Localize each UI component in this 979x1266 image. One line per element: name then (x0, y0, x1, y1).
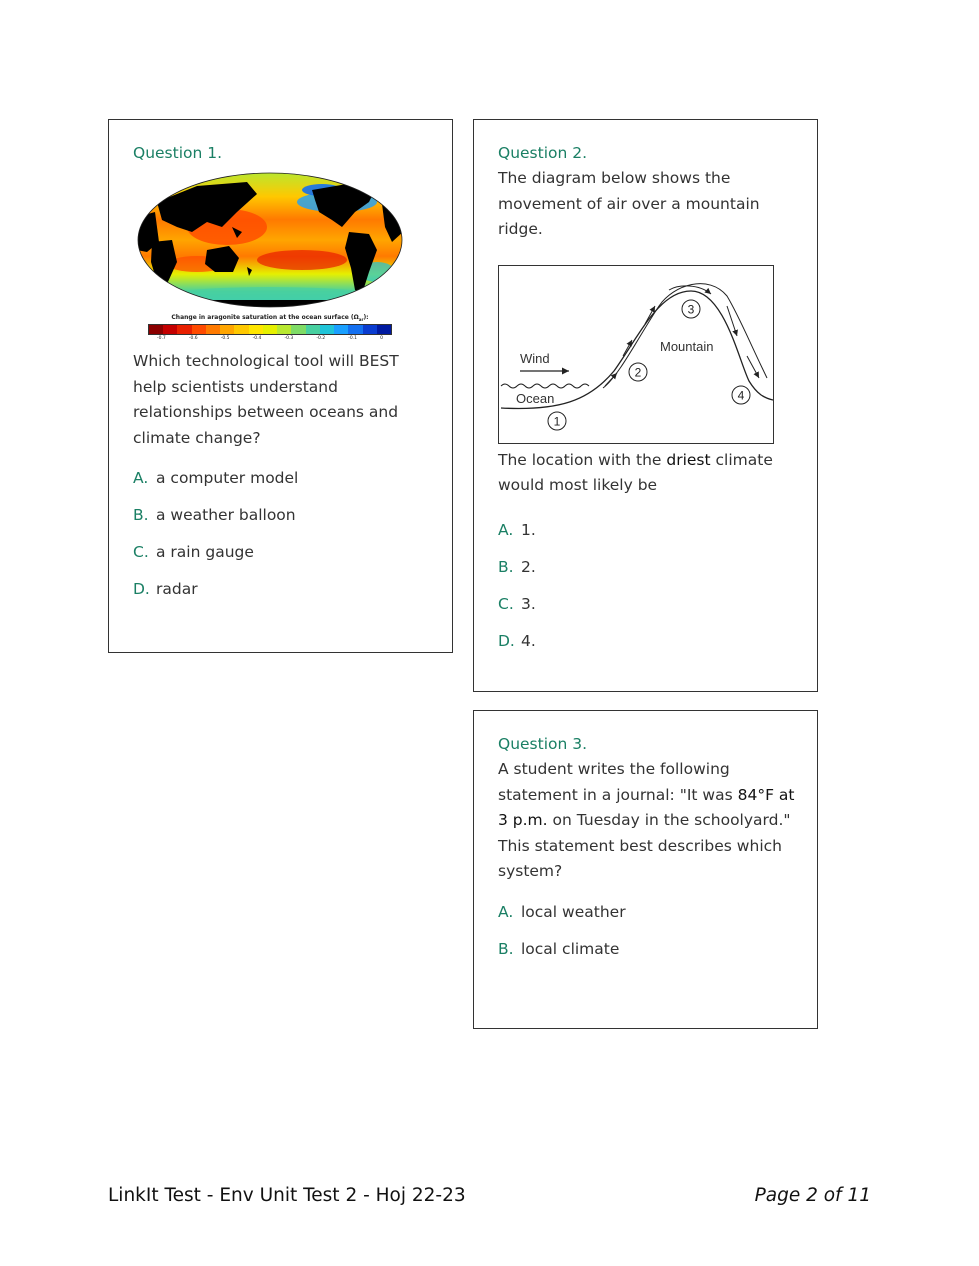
choice-b[interactable] (498, 556, 795, 578)
question-2-title: Question 2. (498, 144, 588, 162)
mountain-diagram-svg (499, 266, 773, 443)
question-1-title: Question 1. (133, 144, 223, 162)
emphasis-temperature-time: 84°F at 3 p.m. (498, 785, 795, 829)
legend-swatch (306, 325, 320, 334)
choice-letter: B. (133, 506, 149, 525)
legend-swatch (277, 325, 291, 334)
legend-swatch (291, 325, 305, 334)
ocean-aragonite-map (137, 172, 403, 341)
air-flow-path (603, 283, 767, 387)
choice-letter: A. (498, 902, 514, 921)
choice-text: a computer model (156, 469, 299, 488)
choice-letter: B. (498, 557, 514, 576)
svg-text:4: 4 (737, 388, 745, 402)
choice-d[interactable] (133, 578, 430, 600)
footer-test-name: LinkIt Test - Env Unit Test 2 - Hoj 22-23 (108, 1185, 466, 1206)
legend-swatch (320, 325, 334, 334)
legend-tick-label: -0.6 (188, 336, 198, 342)
legend-swatch (192, 325, 206, 334)
question-1-stem: Which technological tool will BEST help scientists understand relationships between oceans and climate change? (133, 352, 399, 447)
question-2-card (473, 119, 818, 692)
question-1-choices (133, 467, 430, 600)
choice-letter: A. (133, 469, 149, 488)
point-3-marker (682, 300, 700, 318)
svg-text:1: 1 (553, 414, 561, 428)
point-2-marker (629, 363, 647, 381)
ocean-waves (501, 384, 589, 388)
choice-letter: C. (498, 594, 514, 613)
legend-swatch (177, 325, 191, 334)
choice-c[interactable] (133, 541, 430, 563)
svg-text:3: 3 (687, 302, 695, 316)
choice-text: 2. (521, 557, 536, 576)
legend-swatch (234, 325, 248, 334)
mountain-air-diagram (498, 265, 774, 444)
question-3-stem: A student writes the following statement in a journal: "It was 84°F at 3 p.m. on Tuesday in the schoolyard." This statement best describes which system? (498, 760, 795, 880)
choice-letter: C. (133, 543, 149, 562)
choice-letter: D. (498, 631, 515, 650)
choice-letter: D. (133, 580, 150, 599)
question-1-card (108, 119, 453, 653)
legend-tick-label: 0 (380, 336, 383, 342)
question-2-choices (498, 519, 795, 652)
choice-c[interactable] (498, 593, 795, 615)
wind-label: Wind (520, 350, 550, 366)
legend-tick-label: -0.1 (348, 336, 358, 342)
choice-text: a weather balloon (156, 506, 296, 525)
choice-d[interactable] (498, 630, 795, 652)
question-3-choices (498, 901, 795, 960)
legend-tick-label: -0.2 (316, 336, 326, 342)
choice-text: 1. (521, 520, 536, 539)
legend-title: Change in aragonite saturation at the ocean surface $(\Omega_{ar})$: (171, 314, 369, 323)
choice-a[interactable] (498, 901, 795, 923)
legend-tick-label: -0.3 (284, 336, 294, 342)
legend-swatch (377, 325, 391, 334)
choice-letter: A. (498, 520, 514, 539)
choice-text: 3. (521, 594, 536, 613)
choice-b[interactable] (498, 938, 795, 960)
question-2-stem-2: The location with the driest climate would most likely be (498, 450, 773, 494)
question-3-card (473, 710, 818, 1029)
ocean-label: Ocean (516, 390, 555, 406)
choice-a[interactable] (133, 467, 430, 489)
color-legend-bar (148, 324, 392, 335)
choice-text: radar (156, 580, 198, 599)
choice-text: local weather (521, 902, 626, 921)
legend-swatch (163, 325, 177, 334)
legend-swatch (220, 325, 234, 334)
legend-swatch (149, 325, 163, 334)
world-map-image (137, 172, 403, 308)
point-4-marker (732, 386, 750, 404)
footer-page-number: Page 2 of 11 (754, 1185, 871, 1206)
legend-swatch (334, 325, 348, 334)
legend-tick-label: -0.5 (220, 336, 230, 342)
legend-tick-label: -0.4 (252, 336, 262, 342)
question-3-title: Question 3. (498, 735, 588, 753)
point-1-marker (548, 412, 566, 430)
legend-ticks (157, 336, 383, 341)
svg-text:2: 2 (634, 365, 642, 379)
choice-text: 4. (521, 631, 536, 650)
question-2-stem: The diagram below shows the movement of air over a mountain ridge. (498, 169, 760, 238)
legend-swatch (249, 325, 263, 334)
legend-swatch (363, 325, 377, 334)
choice-text: a rain gauge (156, 543, 254, 562)
emphasis-driest: driest (666, 450, 711, 469)
choice-b[interactable] (133, 504, 430, 526)
legend-swatch (348, 325, 362, 334)
legend-tick-label: -0.7 (157, 336, 166, 342)
choice-text: local climate (521, 939, 620, 958)
legend-swatch (263, 325, 277, 334)
mountain-label: Mountain (660, 338, 714, 354)
legend-swatch (206, 325, 220, 334)
choice-letter: B. (498, 939, 514, 958)
choice-a[interactable] (498, 519, 795, 541)
